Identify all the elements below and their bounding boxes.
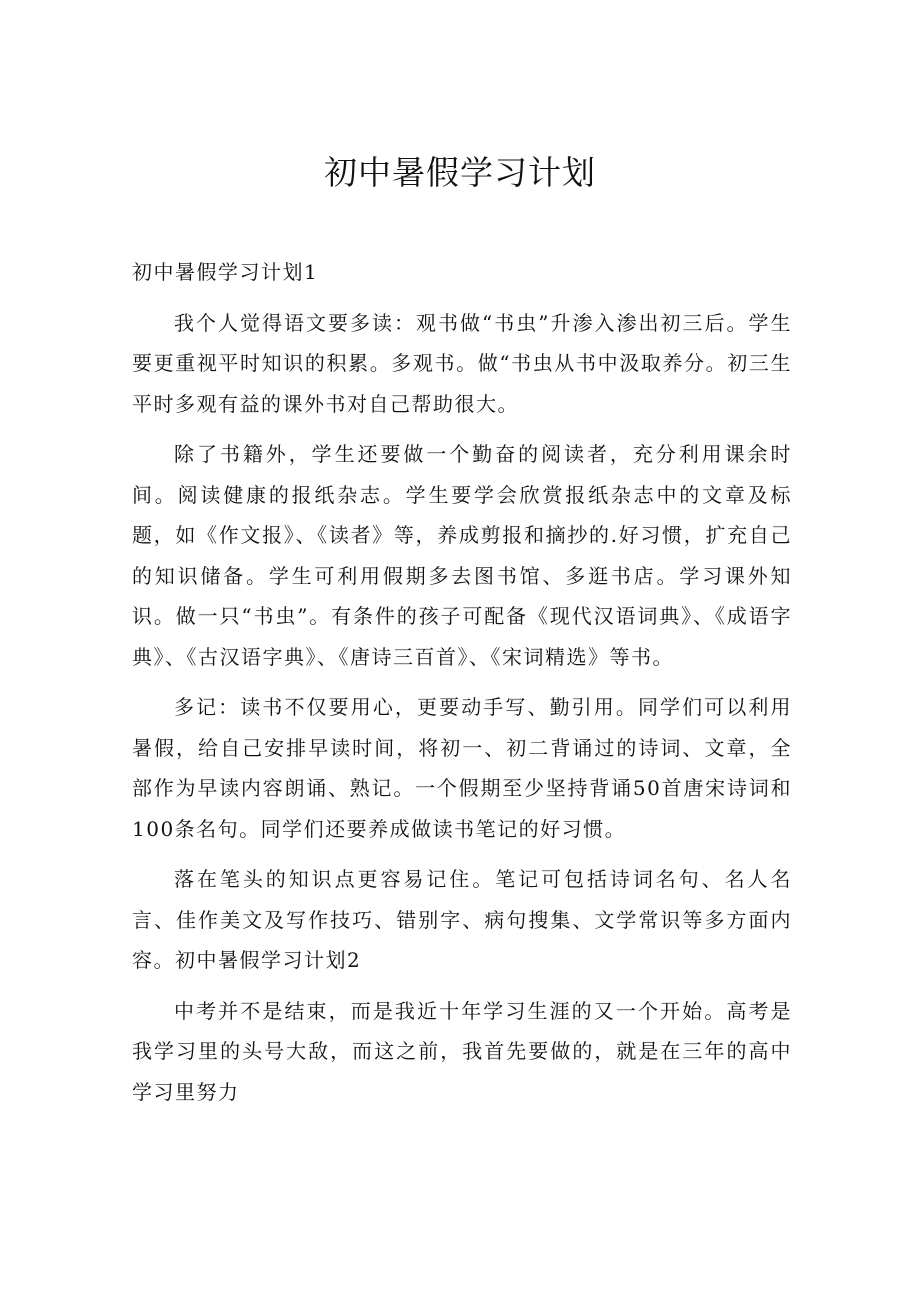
body-paragraph: 我个人觉得语文要多读：观书做“书虫”升渗入渗出初三后。学生要更重视平时知识的积累。多观书。做“书虫从书中汲取养分。初三生平时多观有益的课外书对自己帮助很大。 bbox=[132, 310, 792, 416]
body-paragraph: 落在笔头的知识点更容易记住。笔记可包括诗词名句、名人名言、佳作美文及写作技巧、错别字、病句搜集、文学常识等多方面内容。初中暑假学习计划2 bbox=[132, 867, 792, 972]
body-paragraph: 中考并不是结束，而是我近十年学习生涯的又一个开始。高考是我学习里的头号大敌，而这之前，我首先要做的，就是在三年的高中学习里努力 bbox=[132, 998, 792, 1104]
document-body bbox=[132, 252, 792, 1122]
body-paragraph: 除了书籍外，学生还要做一个勤奋的阅读者，充分利用课余时间。阅读健康的报纸杂志。学生要学会欣赏报纸杂志中的文章及标题，如《作文报》、《读者》等，养成剪报和摘抄的.好习惯，扩充自己的知识储备。学生可利用假期多去图书馆、多逛书店。学习课外知识。做一只“书虫”。有条件的孩子可配备《现代汉语词典》、《成语字典》、《古汉语字典》、《唐诗三百首》、《宋词精选》等书。 bbox=[132, 442, 792, 669]
document-title: 初中暑假学习计划 bbox=[324, 153, 596, 192]
body-paragraph: 多记：读书不仅要用心，更要动手写、勤引用。同学们可以利用暑假，给自己安排早读时间，将初一、初二背诵过的诗词、文章，全部作为早读内容朗诵、熟记。一个假期至少坚持背诵50首唐宋诗词和100条名句。同学们还要养成做读书笔记的好习惯。 bbox=[132, 695, 792, 841]
section-heading: 初中暑假学习计划1 bbox=[132, 260, 319, 284]
